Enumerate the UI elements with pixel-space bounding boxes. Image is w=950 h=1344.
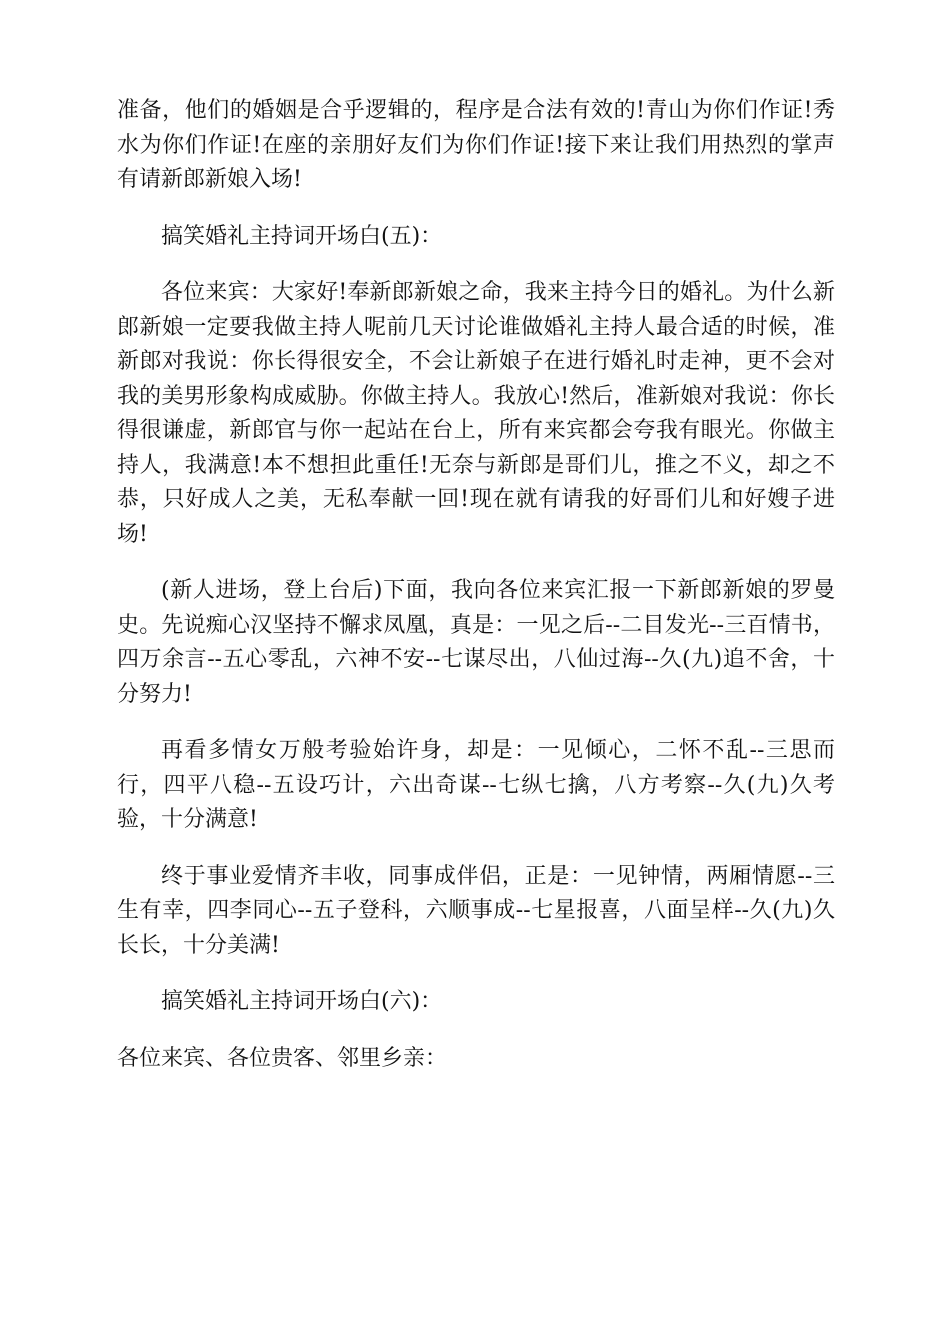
document-body — [117, 94, 835, 1098]
paragraph-host-opening: 各位来宾：大家好!奉新郎新娘之命，我来主持今日的婚礼。为什么新郎新娘一定要我做主持人呢前几天讨论谁做婚礼主持人最合适的时候，准新郎对我说：你长得很安全，不会让新娘子在进行婚礼时走神，更不会对我的美男形象构成威胁。你做主持人。我放心!然后，准新娘对我说：你长得很谦虚，新郎官与你一起站在台上，所有来宾都会夸我有眼光。你做主持人，我满意!本不想担此重任!无奈与新郎是哥们儿，推之不义，却之不恭，只好成人之美，无私奉献一回!现在就有请我的好哥们儿和好嫂子进场! — [117, 280, 835, 547]
paragraph-continued-intro: 准备，他们的婚姻是合乎逻辑的，程序是合法有效的!青山为你们作证!秀水为你们作证!在座的亲朋好友们为你们作证!接下来让我们用热烈的掌声有请新郎新娘入场! — [117, 98, 835, 192]
paragraph-romance-groom: (新人进场，登上台后)下面，我向各位来宾汇报一下新郎新娘的罗曼史。先说痴心汉坚持不懈求凤凰，真是：一见之后--二目发光--三百情书，四万余言--五心零乱，六神不安--七谋尽出，八仙过海--久(九)追不舍，十分努力! — [117, 578, 835, 707]
section-heading-six: 搞笑婚礼主持词开场白(六)： — [161, 989, 443, 1014]
paragraph-greeting: 各位来宾、各位贵客、邻里乡亲： — [117, 1045, 448, 1071]
paragraph-romance-bride: 再看多情女万般考验始许身，却是：一见倾心，二怀不乱--三思而行，四平八稳--五设巧计，六出奇谋--七纵七擒，八方考察--久(九)久考验，十分满意! — [117, 738, 835, 832]
section-heading-five: 搞笑婚礼主持词开场白(五)： — [161, 223, 443, 249]
paragraph-harvest: 终于事业爱情齐丰收，同事成伴侣，正是：一见钟情，两厢情愿--三生有幸，四李同心--五子登科，六顺事成--七星报喜，八面呈样--久(九)久长长，十分美满! — [117, 863, 835, 958]
